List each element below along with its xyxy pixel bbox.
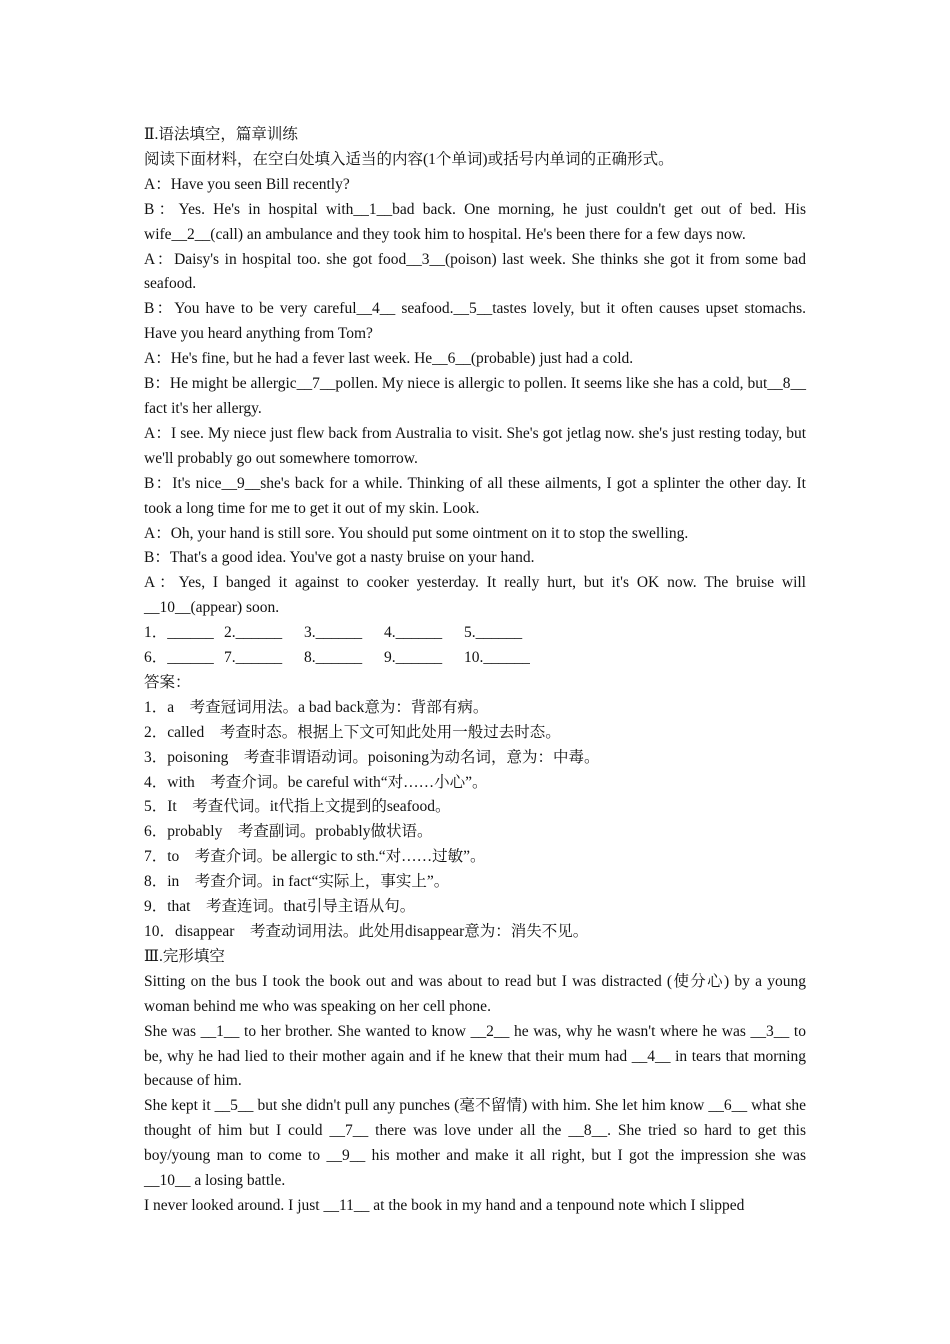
answer-item: 7．to 考查介词。be allergic to sth.“对……过敏”。 bbox=[144, 848, 486, 866]
dialogue-line: B：Yes. He's in hospital with__1__bad back. One morning, he just couldn't get out of bed. His wife__2__(call) an ambulance and they took him to hospital. He's been there for a few days now. bbox=[144, 200, 806, 243]
cloze-paragraph: I never looked around. I just __11__ at the book in my hand and a tenpound note which I slipped bbox=[144, 1196, 745, 1214]
dialogue bbox=[144, 173, 806, 621]
dialogue-line: B：It's nice__9__she's back for a while. Thinking of all these ailments, I got a splinter the other day. It took a long time for me to get it out of my skin. Look. bbox=[144, 474, 806, 517]
answer-item: 9．that 考查连词。that引导主语从句。 bbox=[144, 898, 416, 916]
answer-blank: 2.______ bbox=[224, 624, 283, 642]
answer-blank: 8.______ bbox=[304, 649, 363, 667]
dialogue-line: A：I see. My niece just flew back from Australia to visit. She's got jetlag now. she's just resting today, but we'll probably go out somewhere tomorrow. bbox=[144, 424, 806, 467]
dialogue-line: A：Daisy's in hospital too. she got food__3__(poison) last week. She thinks she got it from some bad seafood. bbox=[144, 250, 806, 293]
answer-blank: 7.______ bbox=[224, 649, 283, 667]
answer-item: 10．disappear 考查动词用法。此处用disappear意为：消失不见。 bbox=[144, 923, 589, 940]
dialogue-line: A：He's fine, but he had a fever last week. He__6__(probable) just had a cold. bbox=[144, 350, 634, 368]
answer-item: 5．It 考查代词。it代指上文提到的seafood。 bbox=[144, 798, 451, 816]
dialogue-line: A：Yes, I banged it against to cooker yesterday. It really hurt, but it's OK now. The bruise will __10__(appear) soon. bbox=[144, 574, 806, 617]
answer-blanks-row bbox=[144, 646, 806, 671]
dialogue-line: B：You have to be very careful__4__ seafood.__5__tastes lovely, but it often causes upset stomachs. Have you heard anything from Tom? bbox=[144, 300, 806, 343]
answer-item: 4．with 考查介词。be careful with“对……小心”。 bbox=[144, 773, 488, 791]
answer-heading: 答案： bbox=[144, 673, 191, 691]
answer-blank: 9.______ bbox=[384, 649, 443, 667]
answer-item: 6．probably 考查副词。probably做状语。 bbox=[144, 823, 433, 841]
answer-item: 2．called 考查时态。根据上下文可知此处用一般过去时态。 bbox=[144, 723, 561, 741]
answer-item: 3．poisoning 考查非谓语动词。poisoning为动名词，意为：中毒。 bbox=[144, 748, 600, 766]
cloze-paragraph: She kept it __5__ but she didn't pull any punches (毫不留情) with him. She let him know __6__ what she thought of him but I could __7__ there was love under all the __8__. She tried so hard to get this boy/young man to come to __9__ his mother and make it all right, but I got the impression she was __10__ a losing battle. bbox=[144, 1097, 806, 1190]
dialogue-line: A：Oh, your hand is still sore. You should put some ointment on it to stop the swelling. bbox=[144, 524, 689, 542]
section-3-heading: Ⅲ.完形填空 bbox=[144, 947, 225, 965]
dialogue-line: B：He might be allergic__7__pollen. My niece is allergic to pollen. It seems like she has a cold, but__8__ fact it's her allergy. bbox=[144, 375, 806, 417]
answer-item: 1．a 考查冠词用法。a bad back意为：背部有病。 bbox=[144, 698, 489, 716]
dialogue-line: A：Have you seen Bill recently? bbox=[144, 175, 350, 193]
section-2-heading: Ⅱ.语法填空，篇章训练 bbox=[144, 126, 298, 143]
answer-blank: 5.______ bbox=[464, 624, 523, 642]
cloze-paragraph: Sitting on the bus I took the book out and was about to read but I was distracted (使分心) by a young woman behind me who was speaking on her cell phone. bbox=[144, 972, 806, 1015]
answer-blank: 10.______ bbox=[464, 649, 530, 667]
section-2-instruction: 阅读下面材料，在空白处填入适当的内容(1个单词)或括号内单词的正确形式。 bbox=[144, 150, 674, 168]
answer-list bbox=[144, 696, 806, 945]
cloze-passage bbox=[144, 970, 806, 1219]
answer-item: 8．in 考查介词。in fact“实际上，事实上”。 bbox=[144, 873, 450, 891]
answer-blank: 1．______ bbox=[144, 624, 214, 642]
answer-blank: 4.______ bbox=[384, 624, 443, 642]
document-page bbox=[144, 123, 806, 1219]
answer-blank: 3.______ bbox=[304, 624, 363, 642]
cloze-paragraph: She was __1__ to her brother. She wanted to know __2__ he was, why he wasn't where he was __3__ to be, why he had lied to their mother again and if he knew that their mum had __4__ in tears that morning because of him. bbox=[144, 1022, 806, 1090]
answer-blank: 6．______ bbox=[144, 649, 214, 667]
answer-blanks-row bbox=[144, 621, 806, 646]
dialogue-line: B：That's a good idea. You've got a nasty bruise on your hand. bbox=[144, 549, 535, 567]
